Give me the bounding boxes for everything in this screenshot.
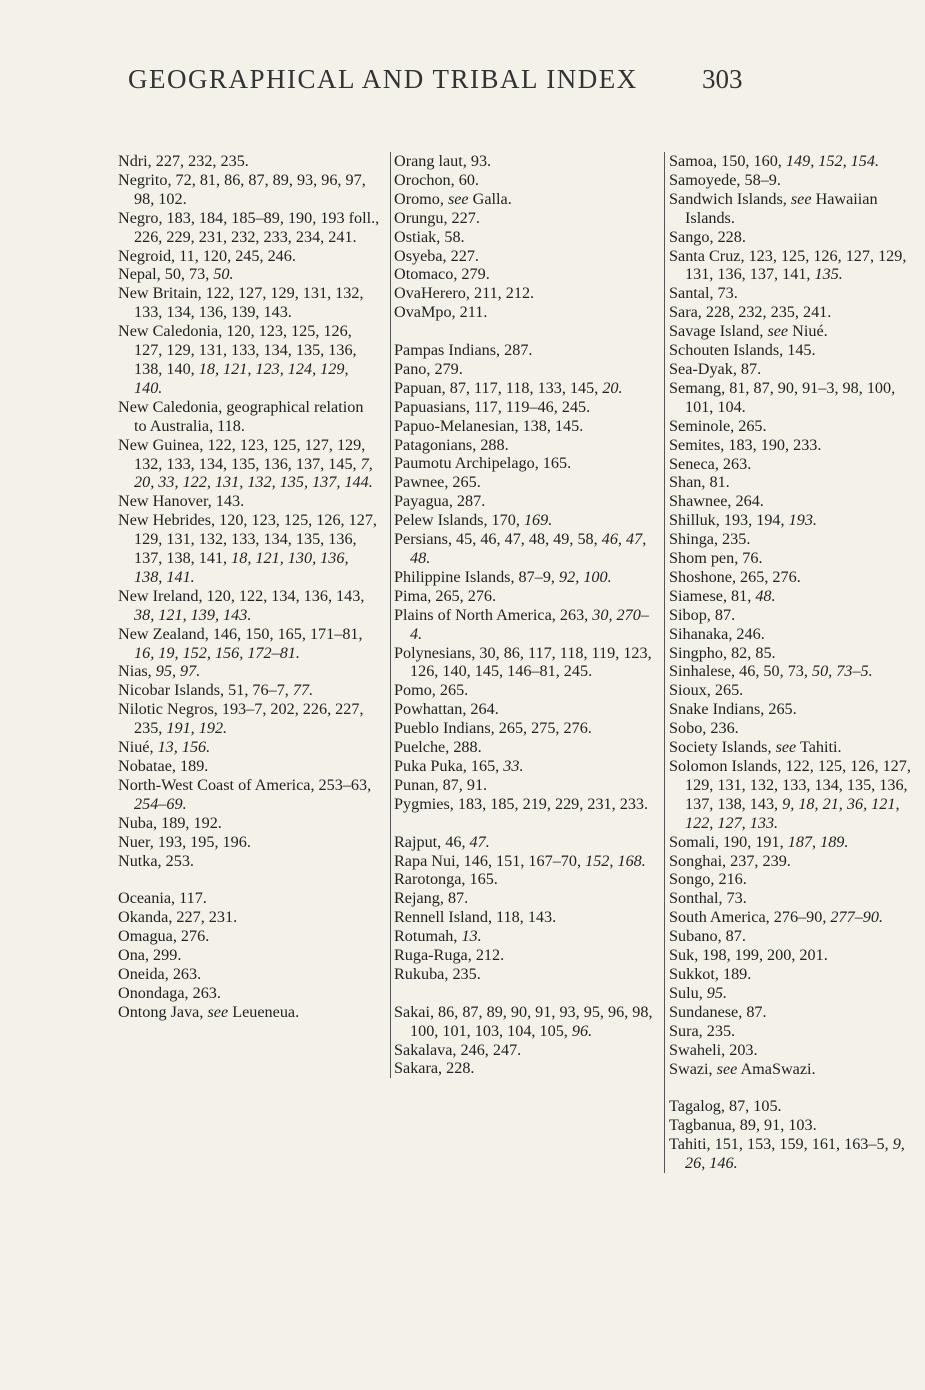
entry-text: Sakai, 86, 87, 89, 90, 91, 93, 95, 96, 98, 100, 101, 103, 104, 105,: [394, 1002, 653, 1040]
index-entry: [394, 776, 660, 795]
entry-italic-text: see: [447, 189, 469, 208]
entry-text: New Britain, 122, 127, 129, 131, 132, 133, 134, 136, 139, 143.: [118, 284, 364, 322]
index-entry: [394, 1041, 660, 1060]
index-entry: [394, 209, 660, 228]
entry-italic-text: see: [775, 738, 797, 757]
entry-text: Pygmies, 183, 185, 219, 229, 231, 233.: [394, 794, 649, 813]
entry-text: Sango, 228.: [669, 227, 746, 246]
index-entry: [394, 454, 660, 473]
entry-text: AmaSwazi.: [737, 1059, 816, 1078]
entry-text: Suk, 198, 199, 200, 201.: [669, 946, 828, 965]
entry-text: Swazi,: [669, 1059, 717, 1078]
entry-text: Powhattan, 264.: [394, 700, 499, 719]
index-entry: [669, 190, 925, 228]
entry-italic-text: 9, 18, 21, 36, 121, 122, 127, 133.: [685, 794, 900, 832]
entry-italic-text: 46, 47, 48.: [410, 530, 647, 568]
entry-text: Punan, 87, 91.: [394, 775, 488, 794]
entry-text: Shawnee, 264.: [669, 492, 764, 511]
entry-italic-text: 135.: [814, 265, 843, 284]
index-entry: [118, 1003, 380, 1022]
entry-text: Paumotu Archipelago, 165.: [394, 454, 572, 473]
index-entry: [394, 908, 660, 927]
entry-text: New Hebrides, 120, 123, 125, 126, 127, 129, 131, 132, 133, 134, 135, 136, 137, 138, 141,: [118, 511, 377, 568]
entry-text: Tagalog, 87, 105.: [669, 1097, 782, 1116]
entry-text: Puka Puka, 165,: [394, 756, 504, 775]
entry-text: Rukuba, 235.: [394, 964, 481, 983]
index-entry: [118, 833, 380, 852]
index-entry: [394, 568, 660, 587]
index-entry: [118, 776, 380, 814]
index-column-1: [118, 152, 380, 1022]
entry-text: Papuasians, 117, 119–46, 245.: [394, 397, 591, 416]
entry-text: Shilluk, 193, 194,: [669, 511, 789, 530]
index-entry: [394, 360, 660, 379]
entry-text: Pano, 279.: [394, 359, 463, 378]
entry-text: New Zealand, 146, 150, 165, 171–81,: [118, 624, 363, 643]
index-entry: [669, 662, 925, 681]
group-separator: [669, 1078, 925, 1097]
entry-text: Nobatae, 189.: [118, 757, 209, 775]
index-entry: [669, 719, 925, 738]
index-entry: [394, 587, 660, 606]
index-entry: [669, 568, 925, 587]
entry-text: Seminole, 265.: [669, 416, 767, 435]
entry-text: OvaMpo, 211.: [394, 303, 488, 322]
index-entry: [118, 946, 380, 965]
entry-text: Siamese, 81,: [669, 586, 756, 605]
entry-text: Sakalava, 246, 247.: [394, 1040, 522, 1059]
entry-text: Sulu,: [669, 983, 707, 1002]
index-entry: [394, 152, 660, 171]
entry-text: Nuer, 193, 195, 196.: [118, 832, 251, 851]
index-entry: [669, 247, 925, 285]
entry-text: Schouten Islands, 145.: [669, 341, 816, 360]
entry-text: Sea-Dyak, 87.: [669, 359, 762, 378]
entry-italic-text: 47.: [469, 832, 490, 851]
entry-text: Ontong Java,: [118, 1002, 208, 1021]
entry-italic-text: 95.: [706, 983, 728, 1002]
index-entry: [118, 284, 380, 322]
entry-text: Ruga-Ruga, 212.: [394, 946, 505, 965]
index-entry: [394, 833, 660, 852]
entry-text: Santal, 73.: [669, 284, 738, 303]
entry-italic-text: see: [207, 1002, 229, 1021]
entry-italic-text: 16, 19, 152, 156, 172–81.: [134, 643, 300, 662]
index-entry: [669, 738, 925, 757]
index-entry: [118, 511, 380, 587]
index-entry: [394, 852, 660, 871]
index-entry: [669, 946, 925, 965]
index-entry: [394, 303, 660, 322]
entry-text: Patagonians, 288.: [394, 435, 509, 454]
entry-text: Pampas Indians, 287.: [394, 341, 533, 360]
entry-text: Onondaga, 263.: [118, 983, 221, 1002]
index-entry: [669, 1041, 925, 1060]
index-entry: [118, 587, 380, 625]
entry-text: Singpho, 82, 85.: [669, 643, 776, 662]
index-entry: [394, 644, 660, 682]
entry-text: Samoa, 150, 160,: [669, 152, 786, 170]
entry-text: Negro, 183, 184, 185–89, 190, 193 foll., 226, 229, 231, 232, 233, 234, 241.: [118, 208, 380, 246]
entry-italic-text: 7, 20, 33, 122, 131, 132, 135, 137, 144.: [134, 454, 373, 492]
entry-italic-text: 50, 73–5.: [811, 662, 873, 681]
entry-text: New Ireland, 120, 122, 134, 136, 143,: [118, 586, 365, 605]
index-column-3: [664, 152, 925, 1173]
entry-text: Society Islands,: [669, 738, 776, 757]
page-number: 303: [702, 64, 743, 94]
index-entry: [669, 322, 925, 341]
index-entry: [669, 1097, 925, 1116]
index-entry: [669, 1060, 925, 1079]
entry-text: Niué,: [118, 738, 158, 757]
index-entry: [669, 852, 925, 871]
index-entry: [118, 171, 380, 209]
entry-text: Pawnee, 265.: [394, 473, 481, 492]
entry-italic-text: 96.: [571, 1021, 593, 1040]
index-entry: [118, 322, 380, 398]
index-entry: [669, 889, 925, 908]
entry-italic-text: 277–90.: [830, 908, 884, 927]
index-entry: [669, 455, 925, 474]
index-entry: [669, 927, 925, 946]
index-entry: [669, 908, 925, 927]
entry-italic-text: 254–69.: [134, 794, 187, 813]
entry-text: Negrito, 72, 81, 86, 87, 89, 93, 96, 97, 98, 102.: [118, 170, 366, 208]
entry-text: Sandwich Islands,: [669, 189, 791, 208]
index-entry: [669, 1116, 925, 1135]
index-entry: [669, 511, 925, 530]
entry-text: Oceania, 117.: [118, 889, 207, 908]
entry-italic-text: 95, 97.: [155, 662, 201, 681]
index-entry: [118, 436, 380, 493]
entry-text: Rarotonga, 165.: [394, 870, 498, 889]
entry-text: Santa Cruz, 123, 125, 126, 127, 129, 131, 136, 137, 141,: [669, 246, 907, 284]
entry-text: Semang, 81, 87, 90, 91–3, 98, 100, 101, 104.: [669, 378, 896, 416]
entry-italic-text: 193.: [788, 511, 817, 530]
index-entry: [394, 398, 660, 417]
entry-text: New Guinea, 122, 123, 125, 127, 129, 132, 133, 134, 135, 136, 137, 145,: [118, 435, 366, 473]
entry-text: Sundanese, 87.: [669, 1002, 767, 1021]
entry-text: Pima, 265, 276.: [394, 586, 497, 605]
entry-text: Somali, 190, 191,: [669, 832, 788, 851]
index-entry: [669, 1022, 925, 1041]
index-entry: [394, 965, 660, 984]
entry-text: Orang laut, 93.: [394, 152, 492, 170]
entry-text: Leueneua.: [228, 1002, 300, 1021]
index-entry: [118, 209, 380, 247]
entry-text: Omagua, 276.: [118, 927, 210, 946]
index-entry: [669, 757, 925, 833]
entry-text: Sakara, 228.: [394, 1059, 475, 1078]
index-entry: [669, 606, 925, 625]
entry-italic-text: 30, 270–4.: [410, 605, 649, 643]
entry-text: Rennell Island, 118, 143.: [394, 908, 557, 927]
index-entry: [118, 662, 380, 681]
index-entry: [669, 473, 925, 492]
index-entry: [669, 1135, 925, 1173]
index-entry: [669, 549, 925, 568]
index-entry: [669, 1003, 925, 1022]
index-entry: [669, 870, 925, 889]
index-entry: [669, 284, 925, 303]
entry-text: Songhai, 237, 239.: [669, 851, 791, 870]
entry-text: Tahiti, 151, 153, 159, 161, 163–5,: [669, 1135, 893, 1154]
entry-text: Puelche, 288.: [394, 738, 482, 757]
entry-text: Rajput, 46,: [394, 832, 470, 851]
index-entry: [394, 870, 660, 889]
index-entry: [394, 700, 660, 719]
index-entry: [394, 284, 660, 303]
index-entry: [669, 833, 925, 852]
index-entry: [669, 341, 925, 360]
entry-text: Tagbanua, 89, 91, 103.: [669, 1116, 817, 1135]
index-entry: [394, 511, 660, 530]
entry-text: Rejang, 87.: [394, 889, 469, 908]
entry-text: Galla.: [468, 189, 512, 208]
entry-text: Sukkot, 189.: [669, 964, 752, 983]
index-entry: [669, 152, 925, 171]
index-entry: [394, 757, 660, 776]
entry-text: Sinhalese, 46, 50, 73,: [669, 662, 812, 681]
index-entry: [669, 587, 925, 606]
index-column-2: [390, 152, 660, 1078]
entry-text: Subano, 87.: [669, 927, 746, 946]
entry-text: New Hanover, 143.: [118, 492, 245, 511]
entry-text: Nutka, 253.: [118, 851, 194, 870]
index-entry: [118, 908, 380, 927]
entry-text: Hawaiian Islands.: [685, 189, 878, 227]
index-entry: [394, 265, 660, 284]
entry-text: South America, 276–90,: [669, 908, 831, 927]
entry-text: Nilotic Negros, 193–7, 202, 226, 227, 235,: [118, 700, 364, 738]
entry-text: Shinga, 235.: [669, 530, 751, 549]
entry-italic-text: 48.: [755, 586, 776, 605]
entry-text: Swaheli, 203.: [669, 1040, 758, 1059]
entry-text: Nicobar Islands, 51, 76–7,: [118, 681, 293, 700]
entry-text: Shoshone, 265, 276.: [669, 567, 801, 586]
entry-text: Ostiak, 58.: [394, 227, 465, 246]
index-entry: [669, 171, 925, 190]
index-entry: [394, 606, 660, 644]
group-separator: [394, 322, 660, 341]
entry-text: Songo, 216.: [669, 870, 747, 889]
entry-italic-text: 77.: [292, 681, 314, 700]
index-entry: [669, 984, 925, 1003]
index-entry: [394, 738, 660, 757]
entry-text: Tahiti.: [796, 738, 842, 757]
entry-text: Sura, 235.: [669, 1021, 736, 1040]
entry-text: Negroid, 11, 120, 245, 246.: [118, 246, 296, 265]
entry-text: Rotumah,: [394, 927, 462, 946]
entry-text: Pomo, 265.: [394, 681, 469, 700]
index-entry: [118, 265, 380, 284]
entry-italic-text: 20.: [602, 378, 623, 397]
index-entry: [394, 927, 660, 946]
entry-text: Samoyede, 58–9.: [669, 170, 781, 189]
index-entry: [669, 303, 925, 322]
entry-italic-text: 149, 152, 154.: [785, 152, 879, 170]
entry-italic-text: see: [716, 1059, 738, 1078]
index-entry: [394, 190, 660, 209]
entry-italic-text: 18, 121, 123, 124, 129, 140.: [134, 359, 349, 397]
entry-italic-text: 13.: [461, 927, 482, 946]
index-entry: [394, 530, 660, 568]
index-entry: [394, 492, 660, 511]
index-entry: [394, 247, 660, 266]
index-entry: [118, 965, 380, 984]
entry-text: Shom pen, 76.: [669, 549, 763, 568]
index-entry: [118, 814, 380, 833]
index-entry: [118, 152, 380, 171]
index-entry: [669, 492, 925, 511]
index-entry: [669, 530, 925, 549]
entry-text: Oromo,: [394, 189, 448, 208]
entry-text: Sonthal, 73.: [669, 889, 747, 908]
entry-text: Nias,: [118, 662, 156, 681]
entry-text: Nepal, 50, 73,: [118, 265, 214, 284]
index-entry: [669, 681, 925, 700]
index-entry: [669, 644, 925, 663]
entry-text: Sihanaka, 246.: [669, 624, 765, 643]
index-entry: [118, 852, 380, 871]
index-entry: [118, 700, 380, 738]
entry-italic-text: 187, 189.: [787, 832, 849, 851]
index-entry: [394, 379, 660, 398]
index-entry: [394, 719, 660, 738]
header-title: GEOGRAPHICAL AND TRIBAL INDEX: [128, 64, 638, 94]
entry-text: Pelew Islands, 170,: [394, 511, 524, 530]
entry-italic-text: 191, 192.: [166, 719, 228, 738]
entry-text: Rapa Nui, 146, 151, 167–70,: [394, 851, 586, 870]
group-separator: [394, 984, 660, 1003]
entry-text: New Caledonia, geographical relation to Australia, 118.: [118, 397, 364, 435]
index-entry: [669, 700, 925, 719]
entry-italic-text: 9, 26, 146.: [685, 1135, 905, 1173]
entry-italic-text: 92, 100.: [559, 567, 612, 586]
index-entry: [669, 379, 925, 417]
entry-text: Nuba, 189, 192.: [118, 813, 222, 832]
index-entry: [394, 946, 660, 965]
index-entry: [118, 738, 380, 757]
entry-text: Seneca, 263.: [669, 454, 752, 473]
entry-text: Okanda, 227, 231.: [118, 908, 238, 927]
entry-text: Sara, 228, 232, 235, 241.: [669, 303, 832, 322]
entry-italic-text: 38, 121, 139, 143.: [134, 605, 252, 624]
group-separator: [394, 814, 660, 833]
entry-text: Solomon Islands, 122, 125, 126, 127, 129, 131, 132, 133, 134, 135, 136, 137, 138, 143,: [669, 757, 911, 813]
index-entry: [394, 436, 660, 455]
entry-text: Orungu, 227.: [394, 208, 480, 227]
entry-text: Papuan, 87, 117, 118, 133, 145,: [394, 378, 603, 397]
entry-text: North-West Coast of America, 253–63,: [118, 775, 372, 794]
entry-text: Philippine Islands, 87–9,: [394, 567, 560, 586]
index-entry: [118, 398, 380, 436]
entry-text: Papuo-Melanesian, 138, 145.: [394, 416, 584, 435]
index-entry: [118, 889, 380, 908]
entry-italic-text: 50.: [213, 265, 234, 284]
index-entry: [394, 341, 660, 360]
index-entry: [669, 417, 925, 436]
entry-text: Oneida, 263.: [118, 964, 202, 983]
entry-text: Ona, 299.: [118, 946, 182, 965]
index-entry: [118, 625, 380, 663]
entry-text: Shan, 81.: [669, 473, 730, 492]
entry-text: Osyeba, 227.: [394, 246, 479, 265]
entry-text: Otomaco, 279.: [394, 265, 490, 284]
index-entry: [669, 228, 925, 247]
entry-italic-text: 13, 156.: [157, 738, 211, 757]
entry-text: Payagua, 287.: [394, 492, 486, 511]
index-entry: [394, 171, 660, 190]
entry-text: Snake Indians, 265.: [669, 700, 797, 719]
entry-text: OvaHerero, 211, 212.: [394, 284, 535, 303]
index-entry: [669, 965, 925, 984]
running-header: [0, 64, 800, 104]
entry-text: Sibop, 87.: [669, 605, 736, 624]
entry-text: Persians, 45, 46, 47, 48, 49, 58,: [394, 530, 602, 549]
index-entry: [394, 473, 660, 492]
entry-italic-text: 33.: [503, 756, 524, 775]
index-entry: [118, 984, 380, 1003]
index-entry: [669, 360, 925, 379]
entry-text: Ndri, 227, 232, 235.: [118, 152, 249, 170]
index-entry: [394, 889, 660, 908]
entry-text: Savage Island,: [669, 322, 768, 341]
entry-text: Sobo, 236.: [669, 719, 739, 738]
entry-italic-text: 152, 168.: [585, 851, 646, 870]
entry-text: Plains of North America, 263,: [394, 605, 593, 624]
index-entry: [669, 625, 925, 644]
entry-italic-text: 18, 121, 130, 136, 138, 141.: [134, 549, 349, 586]
entry-text: Sioux, 265.: [669, 681, 744, 700]
entry-text: Semites, 183, 190, 233.: [669, 435, 822, 454]
entry-text: Niué.: [788, 322, 828, 341]
index-entry: [394, 1059, 660, 1078]
entry-text: Orochon, 60.: [394, 170, 479, 189]
entry-italic-text: 169.: [523, 511, 553, 530]
entry-italic-text: see: [767, 322, 789, 341]
entry-italic-text: see: [790, 189, 812, 208]
index-entry: [394, 417, 660, 436]
index-entry: [118, 492, 380, 511]
index-entry: [669, 436, 925, 455]
index-entry: [118, 927, 380, 946]
entry-text: Polynesians, 30, 86, 117, 118, 119, 123, 126, 140, 145, 146–81, 245.: [394, 643, 652, 681]
index-entry: [118, 757, 380, 776]
index-entry: [394, 681, 660, 700]
group-separator: [118, 870, 380, 889]
index-entry: [394, 1003, 660, 1041]
index-entry: [118, 681, 380, 700]
index-entry: [394, 795, 660, 814]
index-entry: [394, 228, 660, 247]
entry-text: New Caledonia, 120, 123, 125, 126, 127, 129, 131, 133, 134, 135, 136, 138, 140,: [118, 322, 357, 378]
entry-text: Pueblo Indians, 265, 275, 276.: [394, 719, 592, 738]
index-entry: [118, 247, 380, 266]
